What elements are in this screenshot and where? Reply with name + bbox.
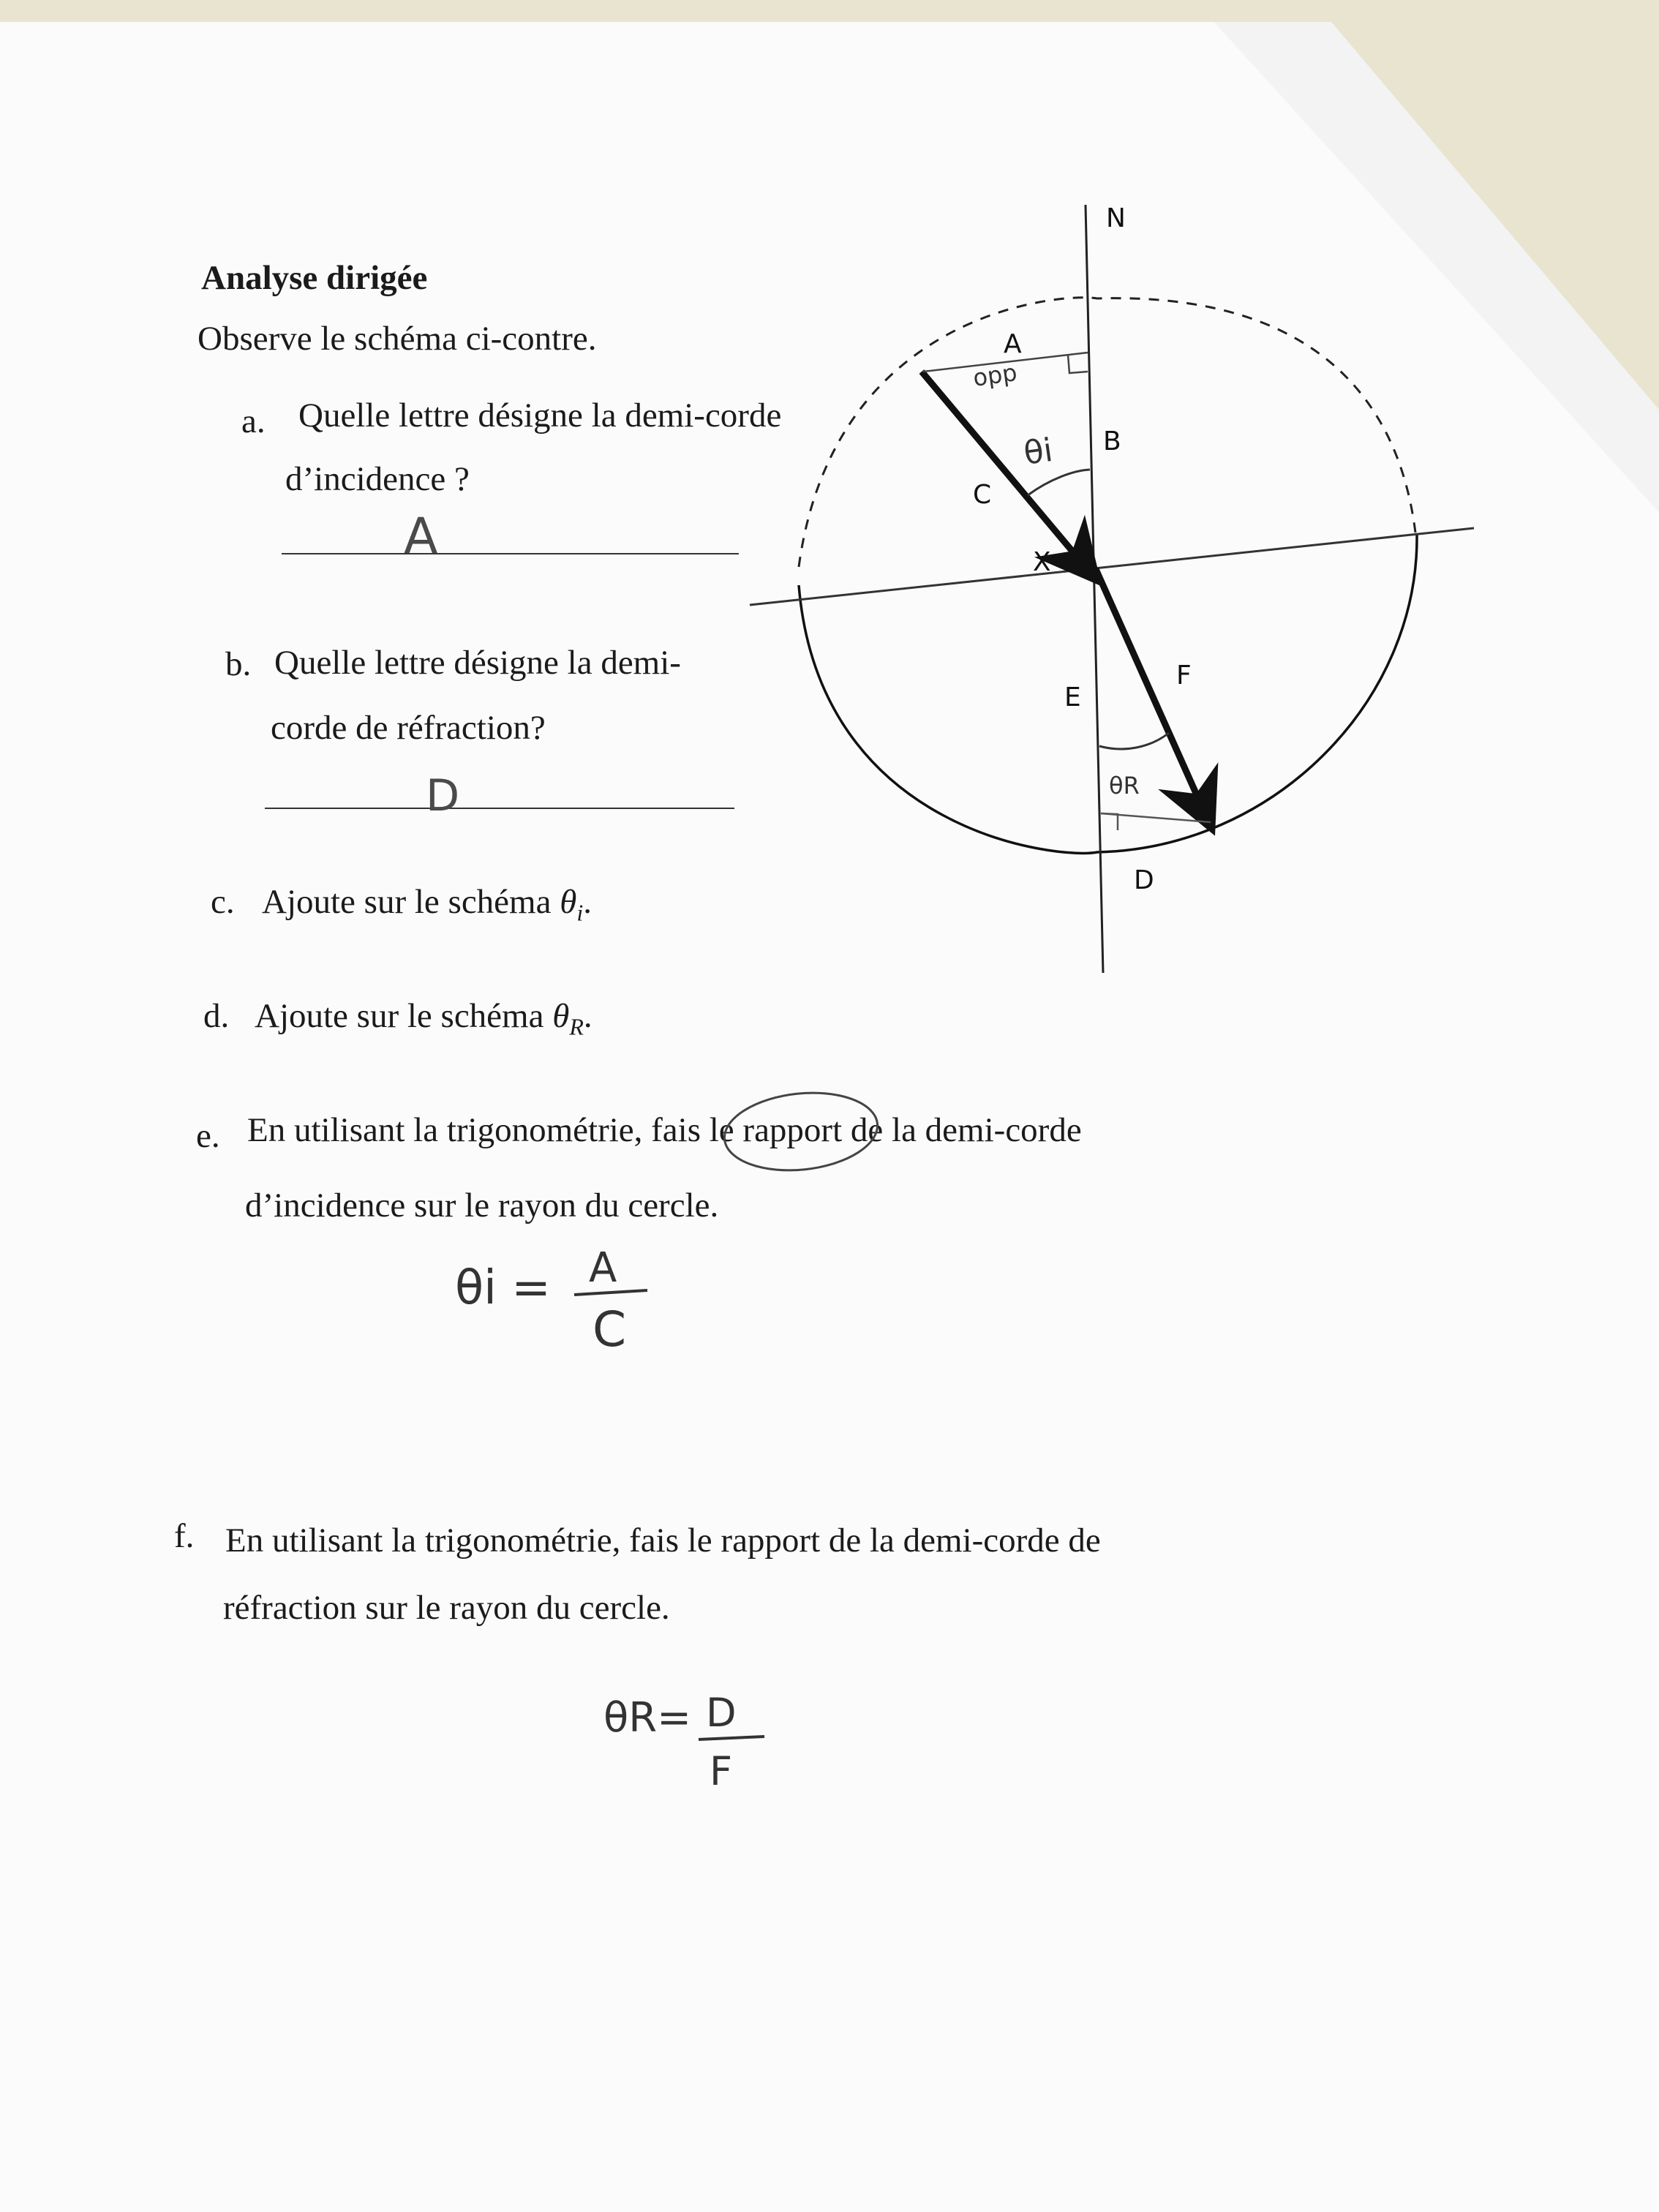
question-e-line1-start: En utilisant la trigonométrie, fais le: [247, 1111, 734, 1149]
theta-r-subscript: R: [569, 1013, 584, 1040]
handwritten-theta-i: θi: [1021, 431, 1056, 473]
question-b-line1: Quelle lettre désigne la demi-: [274, 644, 681, 682]
circled-word-text: rapport: [742, 1111, 843, 1149]
question-d-letter: d.: [203, 997, 230, 1035]
label-c: C: [973, 480, 992, 510]
theta-i-arc: [1028, 470, 1090, 495]
question-d-label: Ajoute sur le schéma: [255, 997, 544, 1035]
label-f: F: [1176, 661, 1192, 691]
question-b-line2: corde de réfraction?: [271, 709, 546, 747]
label-d: D: [1134, 865, 1154, 895]
theta-i-subscript: i: [576, 899, 584, 926]
answer-f-numerator: D: [706, 1690, 737, 1736]
question-a-line1: Quelle lettre désigne la demi-corde: [298, 396, 782, 434]
answer-e-lhs: θi =: [455, 1261, 551, 1315]
question-e-line2: d’incidence sur le rayon du cercle.: [245, 1186, 719, 1224]
label-e: E: [1064, 682, 1081, 712]
question-a-letter: a.: [241, 402, 266, 440]
question-e-line1-end: de la demi-corde: [850, 1111, 1082, 1149]
answer-a-handwritten: A: [404, 508, 438, 565]
question-c-letter: c.: [211, 883, 235, 921]
question-b-letter: b.: [225, 645, 252, 683]
handwritten-opp: opp: [971, 358, 1019, 392]
theta-r-symbol: θ: [552, 997, 570, 1035]
handwritten-theta-r: θR: [1109, 772, 1140, 800]
theta-r-arc: [1099, 733, 1169, 749]
question-f-letter: f.: [174, 1517, 195, 1555]
answer-e-numerator: A: [589, 1244, 617, 1292]
label-x: X: [1033, 547, 1051, 577]
question-f-line2: réfraction sur le rayon du cercle.: [223, 1589, 670, 1627]
label-b: B: [1103, 426, 1121, 456]
question-a-line2: d’incidence ?: [285, 460, 470, 498]
answer-b-handwritten: D: [426, 770, 460, 821]
answer-e-denominator: C: [592, 1301, 627, 1358]
circle-lower-solid: [799, 534, 1417, 853]
right-angle-mark-top: [1068, 355, 1088, 373]
question-c-label: Ajoute sur le schéma: [262, 883, 552, 921]
normal-line: [1086, 205, 1103, 973]
interface-line: [750, 528, 1474, 605]
theta-i-symbol: θ: [560, 883, 577, 921]
label-a: A: [1004, 329, 1022, 359]
incident-ray: [922, 372, 1089, 571]
question-f-line1: En utilisant la trigonométrie, fais le rapport de la demi-corde de: [225, 1521, 1101, 1560]
question-c-period: .: [583, 883, 592, 921]
label-n: N: [1106, 203, 1126, 233]
section-heading: Analyse dirigée: [201, 259, 428, 297]
question-e-letter: e.: [196, 1117, 220, 1155]
answer-f-lhs: θR=: [603, 1694, 692, 1742]
intro-text: Observe le schéma ci-contre.: [198, 320, 597, 358]
right-angle-mark-bottom: [1101, 813, 1118, 830]
question-d-period: .: [583, 997, 592, 1035]
answer-f-denominator: F: [710, 1748, 733, 1794]
